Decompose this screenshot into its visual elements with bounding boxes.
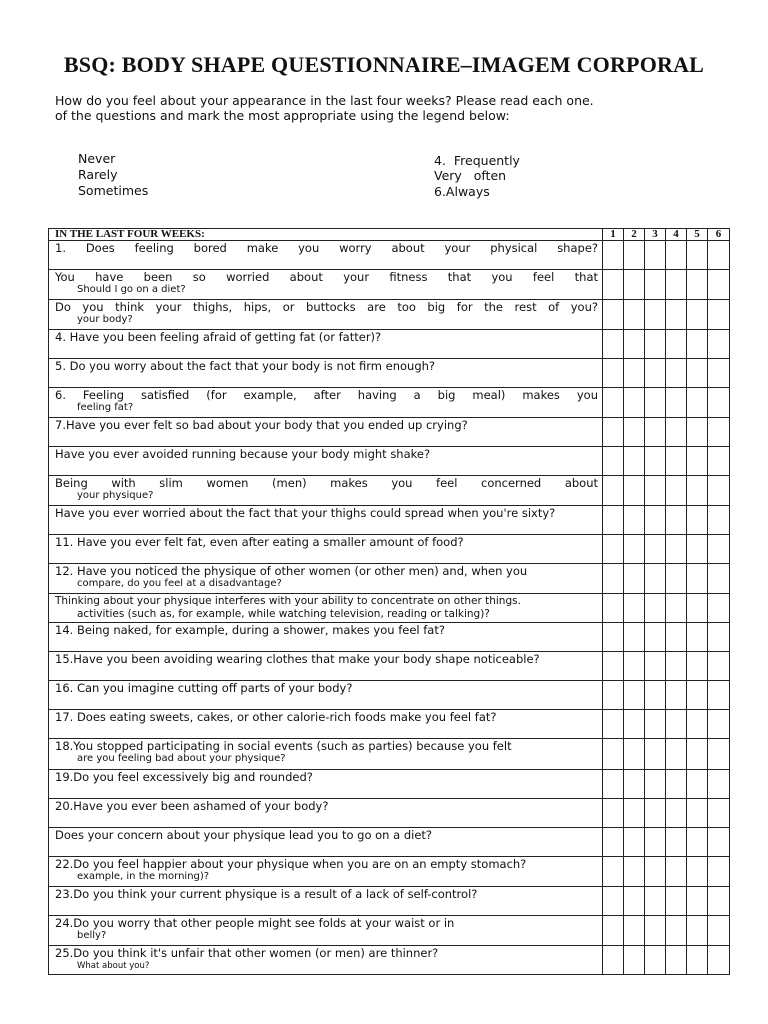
question-text: 11. Have you ever felt fat, even after eating a smaller amount of food? xyxy=(55,535,464,549)
question-text: 22.Do you feel happier about your physique when you are on an empty stomach? xyxy=(55,857,527,871)
question-text: 6. Feeling satisfied (for example, after having a big meal) makes you xyxy=(55,388,598,402)
question-cell xyxy=(49,623,603,652)
question-cell xyxy=(49,506,603,535)
answer-cell-1[interactable] xyxy=(603,535,624,564)
legend-frequently: 4. Frequently xyxy=(434,153,520,168)
answer-cell-1[interactable] xyxy=(603,241,624,270)
question-cell xyxy=(49,710,603,739)
table-row xyxy=(49,857,730,887)
question-cell xyxy=(49,799,603,828)
answer-cell-4[interactable] xyxy=(666,418,687,447)
page-title: BSQ: BODY SHAPE QUESTIONNAIRE–IMAGEM CORPORAL xyxy=(63,52,705,77)
question-continuation: What about you? xyxy=(77,961,150,971)
answer-cell-1[interactable] xyxy=(603,652,624,681)
answer-cell-3[interactable] xyxy=(645,594,666,623)
answer-cell-6[interactable] xyxy=(708,270,730,300)
question-text: Have you ever avoided running because your body might shake? xyxy=(55,447,431,461)
question-cell xyxy=(49,594,603,623)
answer-cell-1[interactable] xyxy=(603,270,624,300)
legend-rarely: Rarely xyxy=(78,167,118,182)
table-row xyxy=(49,623,730,652)
answer-cell-2[interactable] xyxy=(624,359,645,388)
answer-cell-6[interactable] xyxy=(708,916,730,946)
answer-cell-3[interactable] xyxy=(645,506,666,535)
question-cell xyxy=(49,270,603,300)
answer-cell-1[interactable] xyxy=(603,418,624,447)
table-row xyxy=(49,946,730,975)
legend-always: 6.Always xyxy=(434,184,490,199)
question-text: 23.Do you think your current physique is a result of a lack of self-control? xyxy=(55,887,478,901)
scale-header-3: 3 xyxy=(645,229,666,241)
question-text: 12. Have you noticed the physique of other women (or other men) and, when you xyxy=(55,564,528,578)
table-row xyxy=(49,506,730,535)
answer-cell-1[interactable] xyxy=(603,623,624,652)
answer-cell-4[interactable] xyxy=(666,300,687,330)
questions-body xyxy=(49,241,730,975)
answer-cell-5[interactable] xyxy=(687,828,708,857)
answer-cell-3[interactable] xyxy=(645,681,666,710)
answer-cell-1[interactable] xyxy=(603,330,624,359)
question-continuation: are you feeling bad about your physique? xyxy=(77,753,286,764)
answer-cell-3[interactable] xyxy=(645,330,666,359)
answer-cell-2[interactable] xyxy=(624,887,645,916)
question-cell xyxy=(49,300,603,330)
answer-cell-4[interactable] xyxy=(666,330,687,359)
question-continuation: Should I go on a diet? xyxy=(77,284,186,295)
question-continuation: your physique? xyxy=(77,490,154,501)
question-cell xyxy=(49,418,603,447)
answer-cell-1[interactable] xyxy=(603,828,624,857)
answer-cell-2[interactable] xyxy=(624,710,645,739)
table-row xyxy=(49,564,730,594)
answer-cell-5[interactable] xyxy=(687,300,708,330)
table-row xyxy=(49,681,730,710)
answer-cell-5[interactable] xyxy=(687,594,708,623)
answer-cell-3[interactable] xyxy=(645,535,666,564)
answer-cell-4[interactable] xyxy=(666,476,687,506)
table-row xyxy=(49,652,730,681)
question-continuation: feeling fat? xyxy=(77,402,134,413)
answer-cell-4[interactable] xyxy=(666,535,687,564)
answer-cell-1[interactable] xyxy=(603,739,624,770)
answer-cell-5[interactable] xyxy=(687,506,708,535)
answer-cell-4[interactable] xyxy=(666,270,687,300)
question-text: 15.Have you been avoiding wearing clothes that make your body shape noticeable? xyxy=(55,652,540,666)
question-cell xyxy=(49,359,603,388)
question-cell xyxy=(49,564,603,594)
answer-cell-2[interactable] xyxy=(624,506,645,535)
question-text: You have been so worried about your fitness that you feel that xyxy=(55,270,598,284)
answer-cell-6[interactable] xyxy=(708,946,730,975)
answer-cell-5[interactable] xyxy=(687,623,708,652)
question-continuation: your body? xyxy=(77,314,133,325)
answer-cell-5[interactable] xyxy=(687,535,708,564)
answer-cell-2[interactable] xyxy=(624,270,645,300)
answer-cell-2[interactable] xyxy=(624,857,645,887)
answer-cell-3[interactable] xyxy=(645,300,666,330)
table-row xyxy=(49,739,730,770)
question-text: 1. Does feeling bored make you worry about your physical shape? xyxy=(55,241,598,255)
answer-cell-5[interactable] xyxy=(687,681,708,710)
answer-cell-5[interactable] xyxy=(687,359,708,388)
answer-cell-1[interactable] xyxy=(603,799,624,828)
scale-header-2: 2 xyxy=(624,229,645,241)
answer-cell-1[interactable] xyxy=(603,946,624,975)
table-header-row xyxy=(49,229,730,241)
answer-cell-2[interactable] xyxy=(624,241,645,270)
answer-cell-2[interactable] xyxy=(624,418,645,447)
instructions-line-1: How do you feel about your appearance in the last four weeks? Please read each one. xyxy=(55,93,594,108)
answer-cell-4[interactable] xyxy=(666,623,687,652)
table-row xyxy=(49,887,730,916)
answer-cell-4[interactable] xyxy=(666,857,687,887)
answer-cell-6[interactable] xyxy=(708,359,730,388)
answer-cell-6[interactable] xyxy=(708,241,730,270)
question-text: 16. Can you imagine cutting off parts of your body? xyxy=(55,681,353,695)
answer-cell-3[interactable] xyxy=(645,447,666,476)
answer-cell-6[interactable] xyxy=(708,739,730,770)
answer-cell-1[interactable] xyxy=(603,887,624,916)
question-text: 14. Being naked, for example, during a shower, makes you feel fat? xyxy=(55,623,445,637)
answer-cell-2[interactable] xyxy=(624,681,645,710)
answer-cell-5[interactable] xyxy=(687,447,708,476)
scale-header-6: 6 xyxy=(708,229,730,241)
answer-cell-6[interactable] xyxy=(708,594,730,623)
answer-cell-5[interactable] xyxy=(687,564,708,594)
answer-cell-6[interactable] xyxy=(708,506,730,535)
question-text: 19.Do you feel excessively big and rounded? xyxy=(55,770,313,784)
answer-cell-1[interactable] xyxy=(603,447,624,476)
answer-cell-3[interactable] xyxy=(645,241,666,270)
table-row xyxy=(49,799,730,828)
question-text: 20.Have you ever been ashamed of your body? xyxy=(55,799,329,813)
question-cell xyxy=(49,828,603,857)
question-text: Have you ever worried about the fact that your thighs could spread when you're sixty? xyxy=(55,506,556,520)
table-row xyxy=(49,594,730,623)
question-text: 25.Do you think it's unfair that other women (or men) are thinner? xyxy=(55,946,439,960)
question-text: 24.Do you worry that other people might see folds at your waist or in xyxy=(55,916,455,930)
scale-header-5: 5 xyxy=(687,229,708,241)
answer-cell-4[interactable] xyxy=(666,564,687,594)
answer-cell-5[interactable] xyxy=(687,887,708,916)
answer-cell-6[interactable] xyxy=(708,564,730,594)
answer-cell-6[interactable] xyxy=(708,300,730,330)
answer-cell-6[interactable] xyxy=(708,770,730,799)
question-cell xyxy=(49,241,603,270)
question-text: 7.Have you ever felt so bad about your body that you ended up crying? xyxy=(55,418,468,432)
question-continuation: example, in the morning)? xyxy=(77,871,210,882)
table-row xyxy=(49,916,730,946)
answer-cell-2[interactable] xyxy=(624,916,645,946)
question-cell xyxy=(49,739,603,770)
answer-cell-6[interactable] xyxy=(708,447,730,476)
table-row xyxy=(49,418,730,447)
table-row xyxy=(49,270,730,300)
table-row xyxy=(49,828,730,857)
question-cell xyxy=(49,476,603,506)
answer-cell-4[interactable] xyxy=(666,799,687,828)
question-continuation: compare, do you feel at a disadvantage? xyxy=(77,578,282,589)
answer-cell-1[interactable] xyxy=(603,476,624,506)
answer-cell-1[interactable] xyxy=(603,506,624,535)
instructions-line-2: of the questions and mark the most appropriate using the legend below: xyxy=(55,108,510,123)
answer-cell-4[interactable] xyxy=(666,652,687,681)
legend-sometimes: Sometimes xyxy=(78,183,149,198)
answer-cell-1[interactable] xyxy=(603,388,624,418)
answer-cell-3[interactable] xyxy=(645,770,666,799)
answer-cell-4[interactable] xyxy=(666,710,687,739)
answer-cell-1[interactable] xyxy=(603,359,624,388)
answer-cell-6[interactable] xyxy=(708,710,730,739)
answer-cell-4[interactable] xyxy=(666,828,687,857)
answer-cell-1[interactable] xyxy=(603,564,624,594)
answer-cell-1[interactable] xyxy=(603,681,624,710)
answer-cell-2[interactable] xyxy=(624,828,645,857)
question-text: Being with slim women (men) makes you feel concerned about xyxy=(55,476,598,490)
table-row xyxy=(49,300,730,330)
answer-cell-6[interactable] xyxy=(708,623,730,652)
question-text: 5. Do you worry about the fact that your body is not firm enough? xyxy=(55,359,436,373)
legend-never: Never xyxy=(78,151,116,166)
question-text: Thinking about your physique interferes with your ability to concentrate on other things. xyxy=(55,595,521,607)
answer-cell-5[interactable] xyxy=(687,270,708,300)
answer-cell-3[interactable] xyxy=(645,710,666,739)
answer-cell-4[interactable] xyxy=(666,594,687,623)
question-text: 18.You stopped participating in social events (such as parties) because you felt xyxy=(55,739,512,753)
answer-cell-4[interactable] xyxy=(666,770,687,799)
answer-cell-5[interactable] xyxy=(687,330,708,359)
question-cell xyxy=(49,770,603,799)
question-cell xyxy=(49,681,603,710)
answer-cell-6[interactable] xyxy=(708,828,730,857)
question-cell xyxy=(49,946,603,975)
answer-cell-1[interactable] xyxy=(603,770,624,799)
answer-cell-2[interactable] xyxy=(624,770,645,799)
answer-cell-2[interactable] xyxy=(624,388,645,418)
answer-cell-4[interactable] xyxy=(666,388,687,418)
answer-cell-6[interactable] xyxy=(708,799,730,828)
scale-header-1: 1 xyxy=(603,229,624,241)
question-cell xyxy=(49,447,603,476)
answer-cell-2[interactable] xyxy=(624,946,645,975)
answer-cell-5[interactable] xyxy=(687,710,708,739)
answer-cell-5[interactable] xyxy=(687,916,708,946)
answer-cell-4[interactable] xyxy=(666,916,687,946)
scale-header-4: 4 xyxy=(666,229,687,241)
answer-cell-5[interactable] xyxy=(687,388,708,418)
answer-cell-6[interactable] xyxy=(708,418,730,447)
answer-cell-3[interactable] xyxy=(645,916,666,946)
answer-cell-2[interactable] xyxy=(624,594,645,623)
answer-cell-3[interactable] xyxy=(645,623,666,652)
answer-cell-6[interactable] xyxy=(708,857,730,887)
table-row xyxy=(49,476,730,506)
answer-cell-5[interactable] xyxy=(687,418,708,447)
answer-cell-5[interactable] xyxy=(687,739,708,770)
answer-cell-3[interactable] xyxy=(645,418,666,447)
table-row xyxy=(49,359,730,388)
answer-cell-6[interactable] xyxy=(708,330,730,359)
answer-cell-2[interactable] xyxy=(624,623,645,652)
question-cell xyxy=(49,857,603,887)
answer-cell-5[interactable] xyxy=(687,770,708,799)
answer-cell-5[interactable] xyxy=(687,799,708,828)
answer-cell-6[interactable] xyxy=(708,887,730,916)
answer-cell-1[interactable] xyxy=(603,710,624,739)
table-row xyxy=(49,710,730,739)
table-row xyxy=(49,535,730,564)
table-row xyxy=(49,330,730,359)
answer-cell-2[interactable] xyxy=(624,799,645,828)
answer-cell-4[interactable] xyxy=(666,241,687,270)
answer-cell-6[interactable] xyxy=(708,388,730,418)
answer-cell-4[interactable] xyxy=(666,447,687,476)
answer-cell-2[interactable] xyxy=(624,535,645,564)
questionnaire-table xyxy=(48,228,730,975)
answer-cell-3[interactable] xyxy=(645,652,666,681)
answer-cell-1[interactable] xyxy=(603,857,624,887)
answer-cell-3[interactable] xyxy=(645,476,666,506)
question-cell xyxy=(49,330,603,359)
answer-cell-5[interactable] xyxy=(687,652,708,681)
question-cell xyxy=(49,887,603,916)
answer-cell-2[interactable] xyxy=(624,447,645,476)
answer-cell-3[interactable] xyxy=(645,739,666,770)
table-header-label: IN THE LAST FOUR WEEKS: xyxy=(49,229,603,241)
answer-cell-4[interactable] xyxy=(666,681,687,710)
question-text: 17. Does eating sweets, cakes, or other calorie-rich foods make you feel fat? xyxy=(55,710,497,724)
answer-cell-4[interactable] xyxy=(666,506,687,535)
table-row xyxy=(49,241,730,270)
question-continuation: belly? xyxy=(77,930,107,941)
answer-cell-5[interactable] xyxy=(687,857,708,887)
answer-cell-6[interactable] xyxy=(708,652,730,681)
answer-cell-4[interactable] xyxy=(666,887,687,916)
question-text: Do you think your thighs, hips, or buttocks are too big for the rest of you? xyxy=(55,300,598,314)
answer-cell-2[interactable] xyxy=(624,300,645,330)
answer-cell-2[interactable] xyxy=(624,476,645,506)
answer-cell-2[interactable] xyxy=(624,564,645,594)
answer-cell-3[interactable] xyxy=(645,359,666,388)
answer-cell-1[interactable] xyxy=(603,594,624,623)
answer-cell-4[interactable] xyxy=(666,359,687,388)
question-cell xyxy=(49,535,603,564)
answer-cell-4[interactable] xyxy=(666,739,687,770)
answer-cell-2[interactable] xyxy=(624,652,645,681)
answer-cell-5[interactable] xyxy=(687,476,708,506)
question-cell xyxy=(49,916,603,946)
answer-cell-6[interactable] xyxy=(708,535,730,564)
answer-cell-3[interactable] xyxy=(645,828,666,857)
answer-cell-3[interactable] xyxy=(645,857,666,887)
answer-cell-3[interactable] xyxy=(645,799,666,828)
answer-cell-6[interactable] xyxy=(708,681,730,710)
answer-cell-1[interactable] xyxy=(603,916,624,946)
answer-cell-3[interactable] xyxy=(645,270,666,300)
answer-cell-3[interactable] xyxy=(645,887,666,916)
answer-cell-1[interactable] xyxy=(603,300,624,330)
answer-cell-2[interactable] xyxy=(624,739,645,770)
answer-cell-3[interactable] xyxy=(645,946,666,975)
table-row xyxy=(49,447,730,476)
question-continuation: activities (such as, for example, while watching television, reading or talking)? xyxy=(77,608,490,620)
answer-cell-3[interactable] xyxy=(645,388,666,418)
legend-very-often: Very often xyxy=(434,168,507,183)
answer-cell-4[interactable] xyxy=(666,946,687,975)
answer-cell-5[interactable] xyxy=(687,946,708,975)
question-cell xyxy=(49,388,603,418)
answer-cell-2[interactable] xyxy=(624,330,645,359)
answer-cell-3[interactable] xyxy=(645,564,666,594)
answer-cell-6[interactable] xyxy=(708,476,730,506)
question-text: 4. Have you been feeling afraid of getting fat (or fatter)? xyxy=(55,330,382,344)
table-row xyxy=(49,770,730,799)
question-text: Does your concern about your physique lead you to go on a diet? xyxy=(55,828,433,842)
table-row xyxy=(49,388,730,418)
answer-cell-5[interactable] xyxy=(687,241,708,270)
question-cell xyxy=(49,652,603,681)
